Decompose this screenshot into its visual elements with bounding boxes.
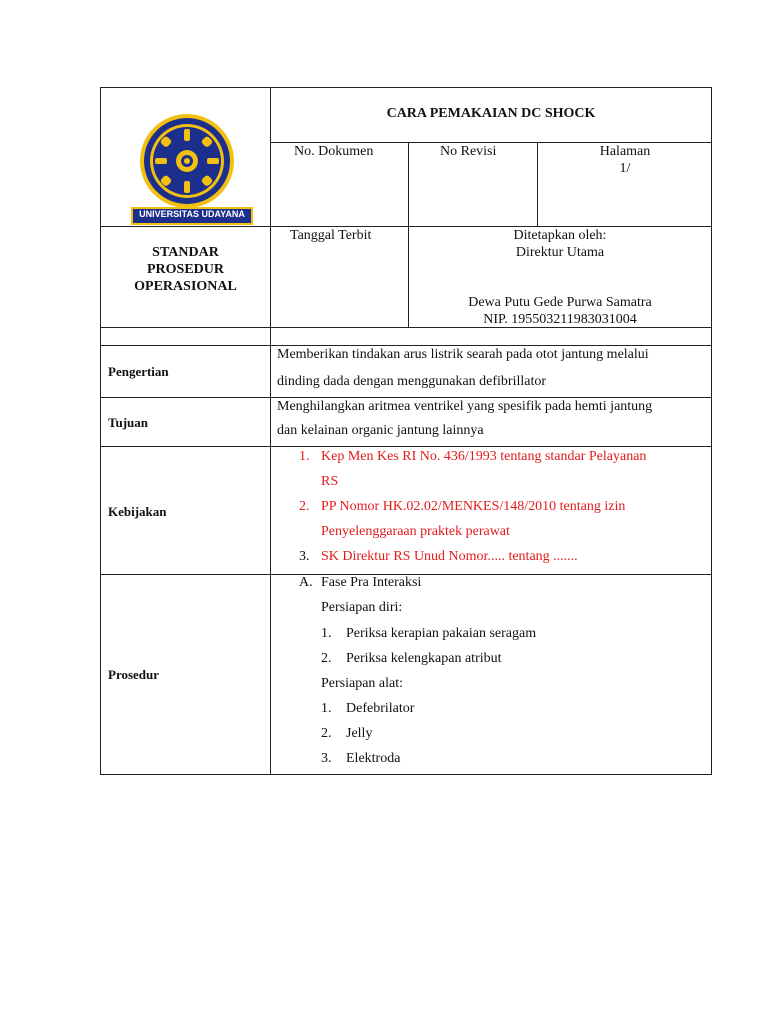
procedure-item-number: 1.	[321, 626, 332, 641]
tujuan-text-line1: Menghilangkan aritmea ventrikel yang spesifik pada hemti jantung	[277, 399, 653, 414]
self-prep-heading: Persiapan diri:	[321, 600, 403, 615]
pengertian-text-line1: Memberikan tindakan arus listrik searah pada otot jantung melalui	[277, 347, 649, 362]
page-label: Halaman	[599, 144, 651, 159]
policy-item-number: 3.	[299, 549, 310, 564]
border-right	[711, 87, 712, 775]
procedure-item-number: 1.	[321, 701, 332, 716]
sop-document	[100, 87, 712, 775]
logo-text: UNIVERSITAS UDAYANA	[139, 209, 245, 219]
policy-item-text: RS	[321, 474, 339, 489]
divider	[100, 397, 712, 398]
sop-title-line1: STANDAR	[152, 245, 219, 260]
section-label-tujuan: Tujuan	[108, 415, 148, 430]
border-top	[100, 87, 712, 88]
divider	[100, 345, 712, 346]
approved-by-label: Ditetapkan oleh:	[513, 228, 607, 243]
divider	[270, 87, 271, 775]
procedure-item-text: Elektroda	[346, 751, 401, 766]
divider	[100, 226, 712, 227]
policy-item-text: PP Nomor HK.02.02/MENKES/148/2010 tentang izin	[321, 499, 626, 514]
procedure-item-text: Periksa kelengkapan atribut	[346, 651, 502, 666]
border-bottom	[100, 774, 712, 775]
sop-title-line2: PROSEDUR	[146, 262, 224, 277]
border-left	[100, 87, 101, 775]
doc-number-label: No. Dokumen	[294, 144, 374, 159]
phase-letter: A.	[299, 575, 313, 590]
tool-prep-heading: Persiapan alat:	[321, 676, 404, 691]
procedure-item-number: 2.	[321, 651, 332, 666]
policy-item-number: 2.	[299, 499, 310, 514]
divider	[100, 446, 712, 447]
tujuan-text-line2: dan kelainan organic jantung lainnya	[277, 423, 484, 438]
pengertian-text-line2: dinding dada dengan menggunakan defibrillator	[277, 374, 547, 389]
phase-title: Fase Pra Interaksi	[321, 575, 422, 590]
procedure-item-text: Periksa kerapian pakaian seragam	[346, 626, 537, 641]
section-label-kebijakan: Kebijakan	[108, 504, 167, 519]
sop-title-line3: OPERASIONAL	[134, 279, 237, 294]
divider	[270, 142, 712, 143]
approver-nip: NIP. 195503211983031004	[483, 312, 637, 327]
document-title: CARA PEMAKAIAN DC SHOCK	[386, 106, 596, 121]
procedure-item-number: 2.	[321, 726, 332, 741]
issued-date-label: Tanggal Terbit	[290, 228, 372, 243]
section-label-pengertian: Pengertian	[108, 364, 169, 379]
policy-item-text: SK Direktur RS Unud Nomor..... tentang .......	[321, 549, 578, 564]
page-value: 1/	[619, 161, 631, 176]
policy-item-text: Penyelenggaraan praktek perawat	[321, 524, 510, 539]
section-label-prosedur: Prosedur	[108, 667, 160, 682]
procedure-item-number: 3.	[321, 751, 332, 766]
revision-label: No Revisi	[440, 144, 497, 159]
approved-role: Direktur Utama	[515, 245, 605, 260]
procedure-item-text: Defebrilator	[346, 701, 415, 716]
policy-item-number: 1.	[299, 449, 310, 464]
approver-name: Dewa Putu Gede Purwa Samatra	[468, 295, 652, 310]
policy-item-text: Kep Men Kes RI No. 436/1993 tentang standar Pelayanan	[321, 449, 647, 464]
procedure-item-text: Jelly	[346, 726, 373, 741]
